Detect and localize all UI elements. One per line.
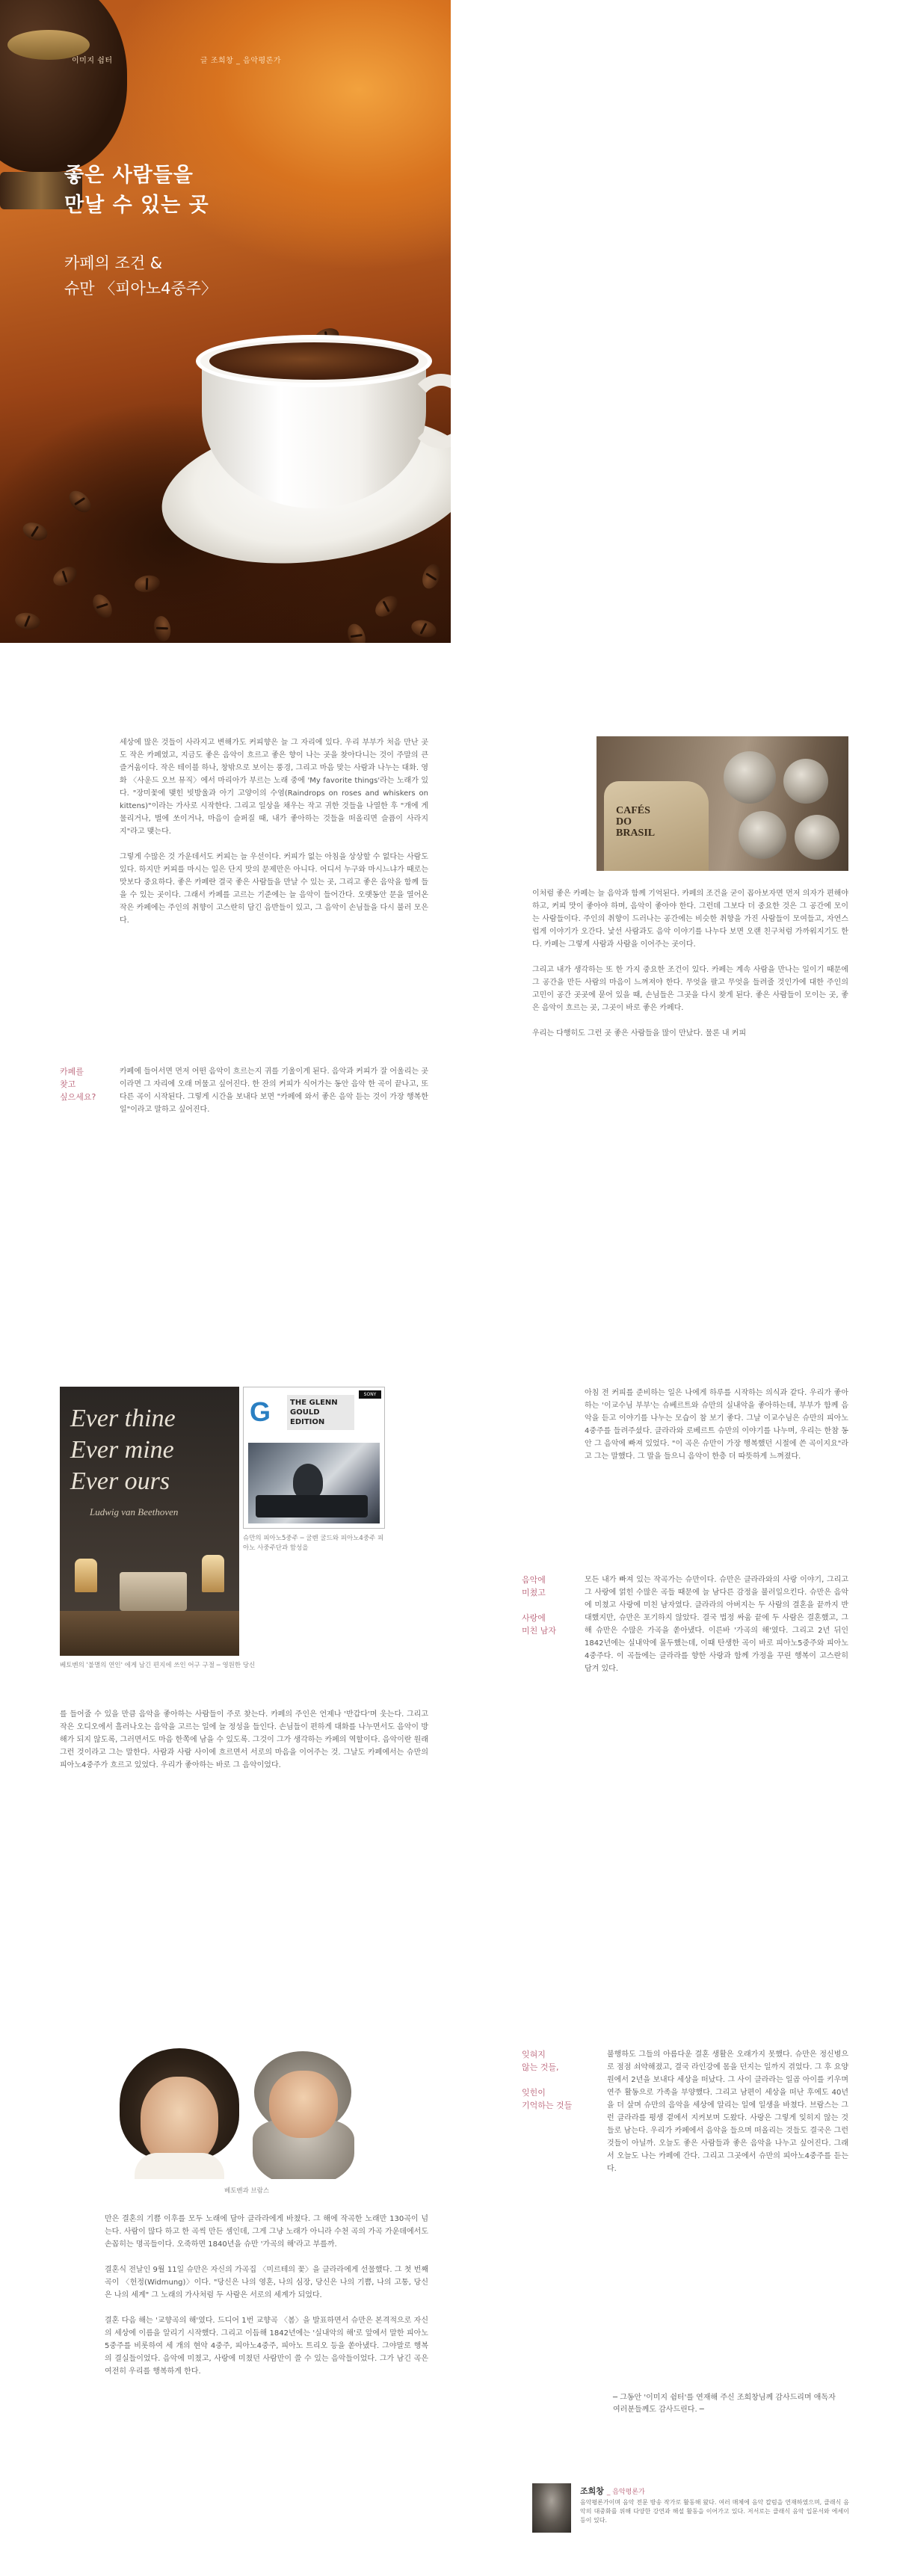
photo-caption: 베토벤과 브람스	[224, 2187, 270, 2195]
album-title: THE GLENN GOULD EDITION	[287, 1395, 354, 1430]
page1-left-column	[120, 736, 428, 940]
page1-right-column	[532, 887, 848, 1053]
paragraph: 불행하도 그들의 아름다운 결혼 생활은 오래가지 못했다. 슈만은 정신병으로 점점 쇠약해졌고, 결국 라인강에 몸을 던지는 일까지 겪었다. 그 후 요양원에서 2년을 보내다 세상을 떠났다. 그 사이 클라라는 일곱 아이를 키우며 연주 활동으로 가족을 부양했다. 그리고 남편이 세상을 떠난 후에도 40년을 더 살며 슈만의 음악을 세상에 알리는 일에 일생을 바쳤다. 브람스는 그런 클라라를 평생 곁에서 지켜보며 도왔다. 사랑은 그렇게 잊히지 않는 것들로 남는다. 우리가 카페에서 음악을 들으며 떠올리는 것들도 결국은 그런 것들이 아닐까. 오늘도 좋은 사람들과 좋은 음악을 나누고 싶어진다. 그래서 오늘도 나는 카페에 간다. 그리고 그곳에서 슈만의 피아노4중주를 듣는다.	[607, 2050, 848, 2173]
author-label: 글 조희창 _ 음악평론가	[200, 57, 281, 65]
side-heading-line: 미쳤고	[522, 1588, 546, 1597]
paragraph: 우리는 다행히도 그런 곳 좋은 사람들을 많이 만났다. 물론 내 커피	[532, 1029, 747, 1038]
paragraph: 세상에 많은 것들이 사라지고 변해가도 커피향은 늘 그 자리에 있다. 우리 부부가 처음 만난 곳도 작은 카페였고, 지금도 좋은 음악이 흐르고 좋은 향이 나는 곳을 찾아다니는 것이 주말의 큰 즐거움이다. 작은 테이블 하나, 창밖으로 보이는 풍경, 그리고 마음 맞는 사람과 나누는 대화. 영화 〈사운드 오브 뮤직〉에서 마리아가 부르는 노래 중에 'My favorite things'라는 노래가 있다. "장미꽃에 맺힌 빗방울과 아기 고양이의 수염(Raindrops on roses and whiskers on kittens)"이라는 가사로 시작한다. 그리고 일상을 채우는 작고 귀한 것들을 나열한 후 "개에 게 물리거나, 벌에 쏘이거나, 마음이 슬퍼질 때, 내가 좋아하는 것들을 떠올리면 슬픔이 사라지지"라고 맺는다.	[120, 739, 428, 836]
album-logo: G	[250, 1396, 271, 1427]
coffee-bean-icon	[133, 573, 161, 594]
page2-left-column	[60, 1708, 428, 1784]
subtitle-line: 카페의 조건 &	[64, 254, 163, 272]
ever-signature: Ludwig van Beethoven	[90, 1506, 179, 1517]
author-photo	[532, 2483, 571, 2533]
page3-left-column	[105, 2213, 428, 2391]
ever-thine-text	[70, 1403, 176, 1497]
ever-thine-photo	[60, 1387, 239, 1656]
paragraph: 모든 내가 빠져 있는 작곡가는 슈만이다. 슈만은 클라라와의 사랑 이야기, 그리고 그 사랑에 얽힌 수많은 곡들 때문에 늘 남다른 감정을 불러일으킨다. 슈만은 음악에 미쳤고 사랑에 미친 남자였다. 클라라의 아버지는 두 사람의 결혼을 끝까지 반대했지만, 슈만은 포기하지 않았다. 결국 법정 싸움 끝에 두 사람은 결혼했고, 그해 슈만은 수많은 가곡을 쏟아냈다. 이른바 '가곡의 해'였다. 그리고 2년 뒤인 1842년에는 실내악에 몰두했는데, 이때 탄생한 곡이 바로 피아노5중주와 피아노4중주다. 이 곡들에는 클라라를 향한 사랑과 함께 가정을 꾸린 행복이 고스란히 담겨 있다.	[585, 1576, 848, 1673]
coffee-bean-icon	[50, 563, 80, 590]
sack-label-line: CAFÉS	[616, 805, 650, 816]
side-heading	[522, 2048, 572, 2112]
beethoven-collar-shape	[135, 2153, 224, 2179]
label-logo: SONY	[359, 1390, 381, 1399]
lamp-shape	[202, 1555, 224, 1592]
coffee-bean-icon	[372, 592, 401, 621]
roaster-drum-shape	[783, 759, 828, 804]
photo-caption: 슈만의 피아노5중주 ─ 굴렌 굴드와 피아노4중주 피아노 사중주단과 함성을	[243, 1535, 384, 1552]
end-note: ─ 그동안 '이미지 쉼터'를 연재해 주신 조희창님께 감사드리며 애독자 여러분들께도 감사드린다. ─	[613, 2394, 836, 2414]
sack-label-line: DO	[616, 816, 632, 828]
coffee-surface-shape	[209, 342, 419, 380]
coffee-bean-icon	[89, 591, 116, 621]
sack-label-line: BRASIL	[616, 828, 656, 839]
author-title: _ 음악평론가	[606, 2489, 645, 2496]
side-heading-line: 잊힌이	[522, 2088, 546, 2098]
brahms-face-shape	[269, 2071, 338, 2138]
radio-shape	[120, 1572, 187, 1611]
side-heading-line: 않는 것들,	[522, 2062, 559, 2072]
roaster-drum-shape	[724, 751, 776, 804]
coffee-bean-icon	[20, 520, 49, 543]
paragraph: 만은 결혼의 기쁨 이후를 모두 노래에 담아 클라라에게 바쳤다. 그 해에 작곡한 노래만 130곡이 넘는다. 사람이 많다 하고 한 곡씩 만든 셈인데, 그게 그냥 노래가 아니라 수천 곡의 가곡 가운데에서도 손꼽히는 명곡들이다. 오죽하면 1840년을 슈만 '가곡의 해'라고 부를까.	[105, 2215, 428, 2249]
side-heading-line: 사랑에	[522, 1613, 546, 1623]
coffee-bean-icon	[345, 621, 369, 643]
coffee-bean-icon	[65, 487, 95, 517]
title-line: 좋은 사람들을	[64, 164, 194, 187]
title-line: 만날 수 있는 곳	[64, 194, 209, 217]
paragraph: 그리고 내가 생각하는 또 한 가지 중요한 조건이 있다. 카페는 계속 사람을 만나는 일이기 때문에 그 공간을 만든 사람의 마음이 느껴져야 한다. 무엇을 팔고 무엇을 들려줄 것인가에 대한 주인의 고민이 공간 곳곳에 묻어 있을 때, 손님들은 그곳을 다시 찾게 된다. 좋은 사람들이 모이는 곳, 좋은 음악이 흐르는 곳, 그곳이 바로 좋은 카페다.	[532, 966, 848, 1012]
coffee-bean-icon	[152, 614, 173, 642]
paragraph: 아침 전 커피를 준비하는 일은 나에게 하루를 시작하는 의식과 같다. 우리가 좋아하는 '이교수님 부부'는 슈베르트와 슈만의 실내악을 좋아하는데, 부부가 함께 음악을 듣고 이야기를 나누는 모습이 참 보기 좋다. 그날 이교수님은 슈만의 피아노4중주를 들려주셨다. 클라라와 로베르트 슈만의 이야기를 나누며, 우리는 한참 동안 그 음악에 빠져 있었다. "이 곡은 슈만이 가장 행복했던 시절에 쓴 곡이지요"라고 그는 말했다. 그 말을 들으니 음악이 한층 더 따뜻하게 느껴졌다.	[585, 1389, 848, 1461]
page2-right-column-bottom	[585, 1574, 848, 1688]
coffee-bean-icon	[13, 611, 41, 632]
ever-line: Ever thine	[70, 1405, 176, 1432]
lamp-shape	[75, 1559, 97, 1592]
subtitle-line: 슈만 〈피아노4중주〉	[64, 280, 218, 298]
hero-image	[0, 0, 451, 643]
paragraph: 카페에 들어서면 먼저 어떤 음악이 흐르는지 귀를 기울이게 된다. 음악과 커피가 잘 어울리는 곳이라면 그 자리에 오래 머물고 싶어진다. 한 잔의 커피가 식어가는 동안 음악 한 곡이 끝나고, 또 다른 곡이 시작된다. 그렇게 시간을 보내다 보면 "카페에 와서 좋은 음악 듣는 것이 가장 행복한 일"이라고 말하고 싶어진다.	[120, 1067, 428, 1114]
page-title	[64, 161, 209, 221]
album-photo	[248, 1443, 380, 1523]
section-label: 이미지 쉼터	[72, 57, 113, 65]
side-heading-line: 싶으세요?	[60, 1092, 96, 1102]
composers-illustration	[105, 2048, 359, 2179]
paragraph: 결혼식 전날인 9월 11일 슈만은 자신의 가곡집 〈미르테의 꽃〉을 클라라에게 선물했다. 그 첫 번째 곡이 〈헌정(Widmung)〉이다. "당신은 나의 영혼, 나의 심장, 당신은 나의 기쁨, 나의 고통, 당신은 나의 세계" 그 노래의 가사처럼 두 사람은 서로의 세계가 되었다.	[105, 2266, 428, 2299]
page2-right-column	[585, 1387, 848, 1476]
side-heading	[522, 1574, 556, 1637]
side-heading-line: 기억하는 것들	[522, 2101, 573, 2110]
glenn-gould-album-cover	[243, 1387, 385, 1529]
coffee-bean-icon	[419, 561, 443, 591]
photo-caption: 베토벤의 '불멸의 연인' 에게 남긴 편지에 쓰인 어구 구절 ─ 영원한 당신	[60, 1662, 256, 1669]
page-subtitle	[64, 250, 217, 301]
paragraph: 이처럼 좋은 카페는 늘 음악과 함께 기억된다. 카페의 조건을 굳이 꼽아보자면 먼저 의자가 편해야 하고, 커피 맛이 좋아야 하며, 음악이 좋아야 한다. 그런데 그보다 더 중요한 것은 그 공간에 모이는 사람들이다. 주인의 취향이 드러나는 공간에는 비슷한 취향을 가진 사람들이 모여들고, 자연스럽게 이야기가 오간다. 낯선 사람과도 음악 이야기를 나누다 보면 오랜 친구처럼 가까워지기도 한다. 카페는 그렇게 사람과 사람을 이어주는 곳이다.	[532, 890, 848, 949]
coffee-bean-icon	[410, 617, 439, 640]
table-shape	[60, 1611, 239, 1656]
sack-label	[616, 805, 655, 839]
paragraph: 결혼 다음 해는 '교향곡의 해'였다. 드디어 1번 교향곡 〈봄〉을 발표하면서 슈만은 본격적으로 자신의 세상에 이름을 알리기 시작했다. 그리고 이듬해 1842년에는 '실내악의 해'로 앞에서 말한 피아노5중주를 비롯하여 세 개의 현악 4중주, 피아노4중주, 피아노 트리오 등을 쏟아냈다. 그야말로 행복의 결실들이었다. 음악에 미쳤고, 사랑에 미쳤던 사람만이 쓸 수 있는 음악들이었다. 그가 남긴 곡은 여전히 우리를 행복하게 한다.	[105, 2317, 428, 2376]
side-heading-line: 미친 남자	[522, 1626, 557, 1636]
side-heading-line: 찾고	[60, 1079, 76, 1089]
ever-line: Ever ours	[70, 1467, 170, 1495]
coffee-grinder-shape	[0, 0, 127, 172]
ever-line: Ever mine	[70, 1436, 174, 1464]
cafe-photo	[597, 736, 848, 871]
side-heading-line: 잊혀지	[522, 2050, 546, 2059]
roaster-drum-shape	[795, 815, 839, 860]
paragraph: 그렇게 수많은 것 가운데서도 커피는 늘 우선이다. 커피가 없는 아침을 상상할 수 없다는 사람도 있다. 하지만 커피를 마시는 일은 단지 맛의 문제만은 아니다. 어디서 누구와 마시느냐가 때로는 맛보다 중요하다. 좋은 카페란 결국 좋은 사람들을 만날 수 있는 곳, 그리고 좋은 음악을 함께 들을 수 있는 곳이다. 그래서 카페를 고르는 기준에는 늘 음악이 들어간다. 오랫동안 문을 열어온 작은 카페에는 주인의 취향이 고스란히 담긴 음반들이 있고, 그 음악이 손님들을 다시 불러 모은다.	[120, 853, 428, 925]
paragraph: 를 들어줄 수 있을 만큼 음악을 좋아하는 사람들이 주로 찾는다. 카페의 주인은 언제나 '반갑다'며 웃는다. 그리고 작은 오디오에서 흘러나오는 음악을 고르는 일에 늘 정성을 들인다. 손님들이 편하게 대화를 나누면서도 음악이 방해가 되지 않도록, 그러면서도 마음 한쪽에 남을 수 있도록. 그것이 그가 생각하는 카페의 역할이다. 음악이란 원래 그런 것이라고 그는 말한다. 사람과 사람 사이에 흐르면서 서로의 마음을 이어주는 것. 그날도 카페에서는 슈만의 피아노4중주가 흐르고 있었다. 우리가 좋아하는 바로 그 음악이었다.	[60, 1710, 428, 1769]
side-heading-line: 음악에	[522, 1575, 546, 1585]
page1-left-column-bottom	[120, 1065, 428, 1129]
side-heading-spacer	[522, 1599, 556, 1612]
side-heading-line: 카페를	[60, 1067, 84, 1076]
roaster-drum-shape	[739, 811, 786, 859]
author-bio: 음악평론가이며 음악 전문 방송 작가로 활동해 왔다. 여러 매체에 음악 칼럼을 연재하였으며, 클래식 음악의 대중화를 위해 다양한 강연과 해설 활동을 이어가고 있다. 저서로는 클래식 음악 입문서와 에세이 등이 있다.	[580, 2499, 849, 2524]
side-heading	[60, 1065, 96, 1103]
author-name-text: 조희창	[580, 2486, 604, 2496]
beethoven-face-shape	[141, 2077, 218, 2165]
author-name	[580, 2485, 645, 2497]
page3-right-column	[607, 2048, 848, 2188]
side-heading-spacer	[522, 2074, 572, 2086]
